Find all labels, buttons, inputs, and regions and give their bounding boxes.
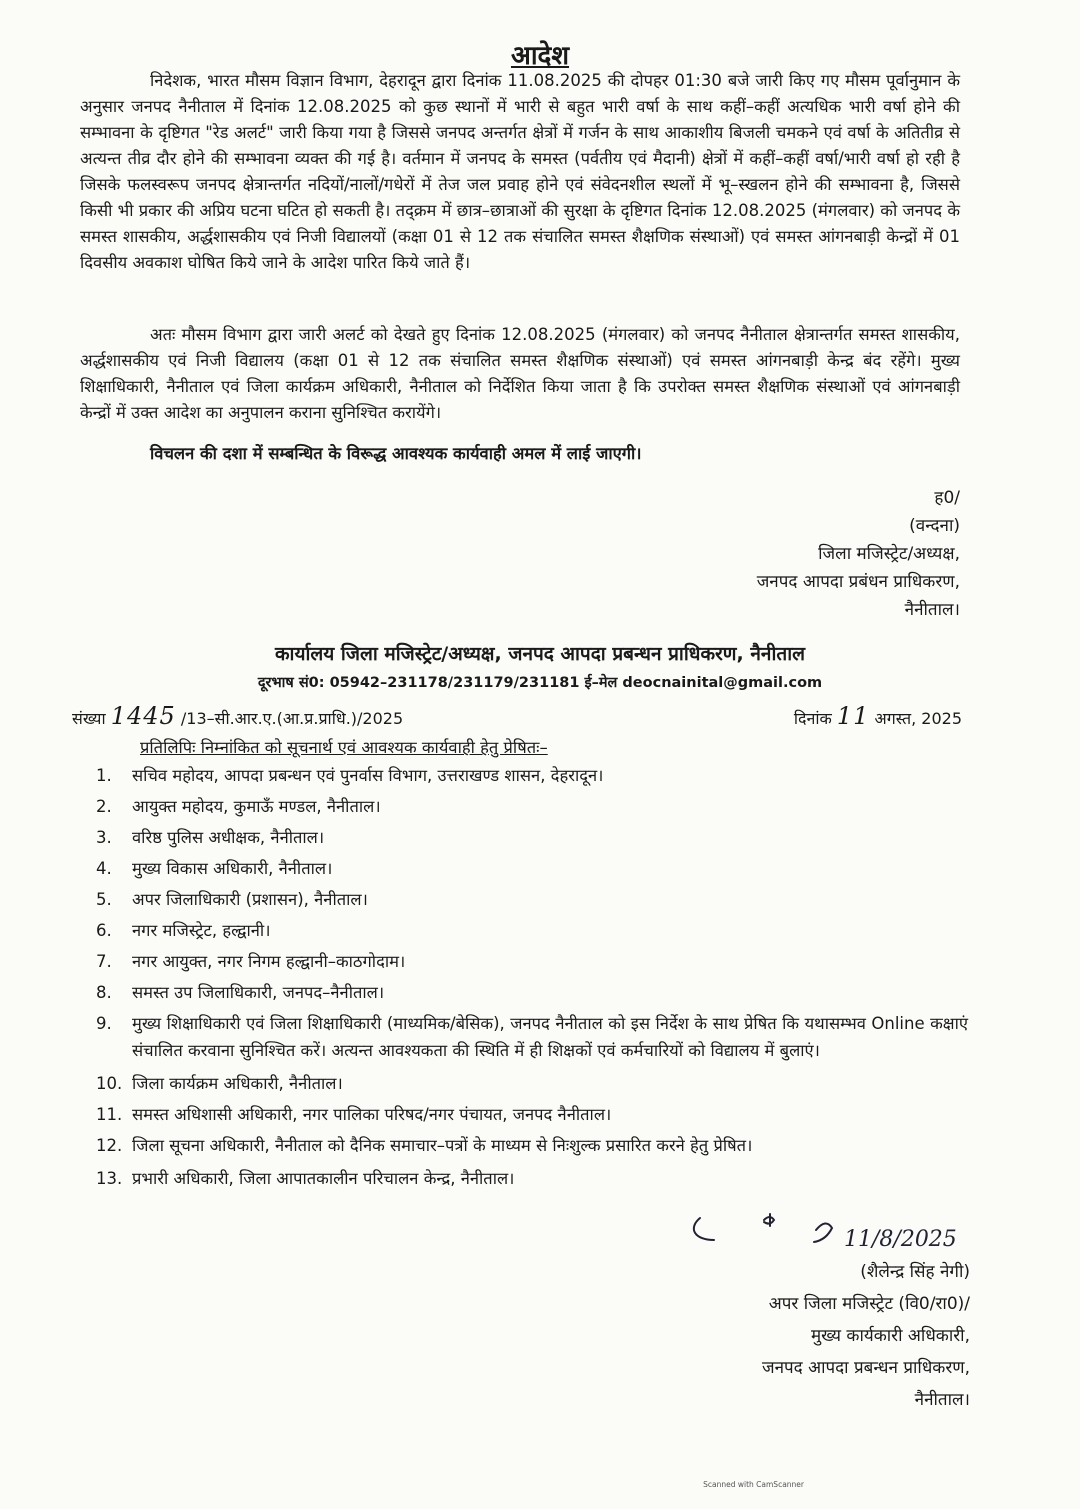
reference-code: /13–सी.आर.ए.(आ.प्र.प्राधि.)/2025 bbox=[180, 709, 404, 728]
signatory-place: नैनीताल। bbox=[904, 600, 960, 620]
item-text: मुख्य शिक्षाधिकारी एवं जिला शिक्षाधिकारी (माध्यमिक/बेसिक), जनपद नैनीताल को इस निर्देश के साथ प्रेषित कि यथासम्भव Online कक्षाएं संचालित करवाना सुनिश्चित करें। अत्यन्त आवश्यकता की स्थिति में ही शिक्षकों एवं कर्मचारियों को विद्यालय में बुलाएं। bbox=[132, 1014, 968, 1060]
item-number: 7. bbox=[96, 952, 112, 971]
item-number: 4. bbox=[96, 859, 112, 878]
item-text: समस्त अधिशासी अधिकारी, नगर पालिका परिषद/नगर पंचायत, जनपद नैनीताल। bbox=[132, 1105, 612, 1124]
list-item bbox=[96, 855, 968, 882]
paragraph-3-text: विचलन की दशा में सम्बन्धित के विरूद्ध आवश्यक कार्यवाही अमल में लाई जाएगी। bbox=[150, 444, 642, 463]
list-item bbox=[96, 979, 968, 1006]
list-item bbox=[96, 886, 968, 913]
item-number: 1. bbox=[96, 766, 112, 785]
paragraph-2 bbox=[80, 322, 960, 426]
handwritten-signature bbox=[688, 1210, 998, 1256]
signature-date: 11/8/2025 bbox=[844, 1227, 957, 1252]
item-number: 6. bbox=[96, 921, 112, 940]
item-text: प्रभारी अधिकारी, जिला आपातकालीन परिचालन केन्द्र, नैनीताल। bbox=[132, 1169, 515, 1188]
item-text: मुख्य विकास अधिकारी, नैनीताल। bbox=[132, 859, 333, 878]
list-item bbox=[96, 1132, 968, 1159]
paragraph-1 bbox=[80, 68, 960, 276]
item-number: 5. bbox=[96, 890, 112, 909]
item-text: अपर जिलाधिकारी (प्रशासन), नैनीताल। bbox=[132, 890, 368, 909]
item-number: 10. bbox=[96, 1074, 123, 1093]
item-number: 9. bbox=[96, 1014, 112, 1033]
signatory-designation: जिला मजिस्ट्रेट/अध्यक्ष, bbox=[818, 544, 960, 564]
signatory-authority: जनपद आपदा प्रबन्धन प्राधिकरण, bbox=[761, 1358, 970, 1378]
item-text: नगर आयुक्त, नगर निगम हल्द्वानी–काठगोदाम। bbox=[132, 952, 406, 971]
date-rest: अगस्त, 2025 bbox=[874, 709, 962, 728]
reference-date bbox=[794, 704, 962, 731]
reference-number bbox=[72, 704, 403, 731]
signatory-designation: अपर जिला मजिस्ट्रेट (वि0/रा0)/ bbox=[768, 1294, 970, 1314]
recipient-list bbox=[96, 762, 968, 1196]
item-text: समस्त उप जिलाधिकारी, जनपद–नैनीताल। bbox=[132, 983, 385, 1002]
office-contact: दूरभाष सं0: 05942–231178/231179/231181 ई–मेल deocnainital@gmail.com bbox=[257, 675, 823, 691]
handwritten-number: 1445 bbox=[110, 702, 176, 730]
signatory-block-2 bbox=[640, 1256, 970, 1416]
item-text: आयुक्त महोदय, कुमाऊँ मण्डल, नैनीताल। bbox=[132, 797, 381, 816]
list-item bbox=[96, 1101, 968, 1128]
reference-label: संख्या bbox=[72, 709, 106, 728]
list-item bbox=[96, 824, 968, 851]
item-text: जिला सूचना अधिकारी, नैनीताल को दैनिक समाचार–पत्रों के माध्यम से निःशुल्क प्रसारित करने हेतु प्रेषित। bbox=[132, 1136, 753, 1155]
paragraph-1-text: निदेशक, भारत मौसम विज्ञान विभाग, देहरादून द्वारा दिनांक 11.08.2025 की दोपहर 01:30 बजे जारी किए गए मौसम पूर्वानुमान के अनुसार जनपद नैनीताल में दिनांक 12.08.2025 को कुछ स्थानों में भारी से बहुत भारी वर्षा के साथ कहीं–कहीं अत्यधिक भारी वर्षा होने की सम्भावना के दृष्टिगत "रेड अलर्ट" जारी किया गया है जिससे जनपद अन्तर्गत क्षेत्रों में गर्जन के साथ आकाशीय बिजली चमकने एवं वर्षा के अतितीव्र से अत्यन्त तीव्र दौर होने की सम्भावना व्यक्त की गई है। वर्तमान में जनपद के समस्त (पर्वतीय एवं मैदानी) क्षेत्रों में कहीं–कहीं वर्षा/भारी वर्षा हो रही है जिसके फलस्वरूप जनपद क्षेत्रान्तर्गत नदियों/नालों/गधेरों में तेज जल प्रवाह होने एवं संवेदनशील स्थलों में भू–स्खलन होने की सम्भावना है, जिससे किसी भी प्रकार की अप्रिय घटना घटित हो सकती है। तद्क्रम में छात्र–छात्राओं की सुरक्षा के दृष्टिगत दिनांक 12.08.2025 (मंगलवार) को जनपद के समस्त शासकीय, अर्द्धशासकीय एवं निजी विद्यालयों (कक्षा 01 से 12 तक संचालित समस्त शैक्षणिक संस्थाओं) एवं समस्त आंगनबाड़ी केन्द्रों में 01 दिवसीय अवकाश घोषित किये जाने के आदेश पारित किये जाते हैं। bbox=[80, 71, 960, 272]
list-item bbox=[96, 1165, 968, 1192]
signatory-role: मुख्य कार्यकारी अधिकारी, bbox=[811, 1326, 970, 1346]
list-item bbox=[96, 948, 968, 975]
list-item bbox=[96, 762, 968, 789]
item-number: 2. bbox=[96, 797, 112, 816]
office-heading: कार्यालय जिला मजिस्ट्रेट/अध्यक्ष, जनपद आपदा प्रबन्धन प्राधिकरण, नैनीताल bbox=[274, 643, 806, 665]
paragraph-3 bbox=[80, 441, 960, 467]
item-text: सचिव महोदय, आपदा प्रबन्धन एवं पुनर्वास विभाग, उत्तराखण्ड शासन, देहरादून। bbox=[132, 766, 604, 785]
date-label: दिनांक bbox=[793, 709, 832, 728]
item-number: 8. bbox=[96, 983, 112, 1002]
handwritten-date-day: 11 bbox=[836, 702, 870, 730]
order-title: आदेश bbox=[510, 41, 570, 71]
list-item bbox=[96, 793, 968, 820]
item-number: 12. bbox=[96, 1136, 123, 1155]
item-number: 3. bbox=[96, 828, 112, 847]
item-text: जिला कार्यक्रम अधिकारी, नैनीताल। bbox=[132, 1074, 343, 1093]
list-item bbox=[96, 1010, 968, 1064]
list-item bbox=[96, 1070, 968, 1097]
item-text: नगर मजिस्ट्रेट, हल्द्वानी। bbox=[132, 921, 271, 940]
paragraph-2-text: अतः मौसम विभाग द्वारा जारी अलर्ट को देखते हुए दिनांक 12.08.2025 (मंगलवार) को जनपद नैनीताल क्षेत्रान्तर्गत समस्त शासकीय, अर्द्धशासकीय एवं निजी विद्यालय (कक्षा 01 से 12 तक संचालित समस्त शैक्षणिक संस्थाओं) एवं समस्त आंगनबाड़ी केन्द्र बंद रहेंगे। मुख्य शिक्षाधिकारी, नैनीताल एवं जिला कार्यक्रम अधिकारी, नैनीताल को निर्देशित किया जाता है कि उपरोक्त समस्त शैक्षणिक संस्थाओं एवं आंगनबाड़ी केन्द्रों में उक्त आदेश का अनुपालन कराना सुनिश्चित करायेंगे। bbox=[80, 325, 960, 422]
item-number: 11. bbox=[96, 1105, 123, 1124]
scanner-watermark: Scanned with CamScanner bbox=[703, 1480, 804, 1489]
signatory-authority: जनपद आपदा प्रबंधन प्राधिकरण, bbox=[756, 572, 960, 592]
signatory-name: (शैलेन्द्र सिंह नेगी) bbox=[860, 1262, 970, 1282]
signatory-block-1 bbox=[660, 484, 960, 624]
copy-to-heading: प्रतिलिपिः निम्नांकित को सूचनार्थ एवं आवश्यक कार्यवाही हेतु प्रेषितः– bbox=[140, 738, 548, 757]
item-number: 13. bbox=[96, 1169, 123, 1188]
list-item bbox=[96, 917, 968, 944]
signatory-name: (वन्दना) bbox=[909, 516, 960, 536]
signed-mark: ह0/ bbox=[934, 488, 960, 508]
signatory-place: नैनीताल। bbox=[914, 1390, 970, 1410]
item-text: वरिष्ठ पुलिस अधीक्षक, नैनीताल। bbox=[132, 828, 325, 847]
